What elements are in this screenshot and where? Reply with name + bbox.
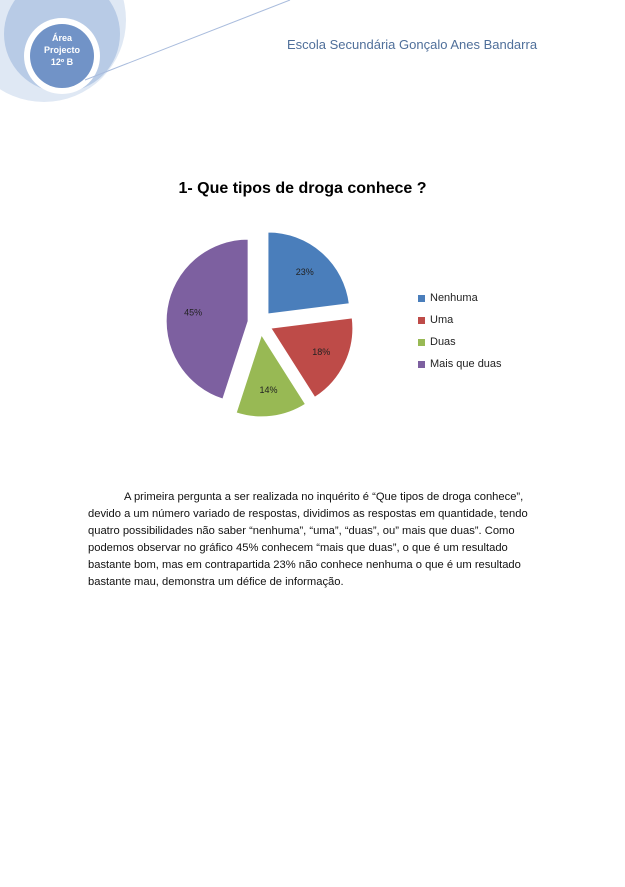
legend-swatch — [418, 361, 425, 368]
school-name: Escola Secundária Gonçalo Anes Bandarra — [287, 37, 538, 52]
chart-legend — [418, 287, 502, 375]
pie-slice-mais-que-duas — [166, 239, 248, 399]
legend-swatch — [418, 295, 425, 302]
legend-label: Nenhuma — [430, 292, 478, 304]
legend-swatch — [418, 339, 425, 346]
legend-label: Duas — [430, 336, 456, 348]
pie-chart — [140, 225, 370, 435]
pie-label-mais-que-duas: 45% — [184, 307, 203, 318]
legend-label: Uma — [430, 314, 454, 326]
badge-line-2: Projecto — [43, 45, 80, 55]
badge-line-1: Área — [51, 33, 72, 43]
legend-item-nenhuma — [418, 287, 502, 309]
legend-item-duas — [418, 331, 502, 353]
body-paragraph: A primeira pergunta a ser realizada no inquérito é “Que tipos de droga conhece”, devido a um número variado de respostas, dividimos as respostas em quantidade, tendo quatro possibilidades não saber “nenhuma”, “uma”, “duas”, ou” mais que duas”. Como podemos observar no gráfico 45% conhecem “mais que duas”, o que é um resultado bastante bom, mas em contrapartida 23% não conhece nenhuma o que é um resultado bastante mau, demonstra um défice de informação. — [88, 491, 528, 588]
legend-label: Mais que duas — [430, 358, 502, 370]
chart-title: 1- Que tipos de droga conhece ? — [178, 180, 427, 197]
pie-label-nenhuma: 23% — [295, 267, 314, 278]
legend-item-mais-que-duas — [418, 353, 502, 375]
pie-label-uma: 18% — [312, 346, 331, 357]
badge-label — [40, 32, 84, 68]
legend-swatch — [418, 317, 425, 324]
pie-label-duas: 14% — [259, 385, 278, 396]
legend-item-uma — [418, 309, 502, 331]
badge-line-3: 12º B — [50, 57, 74, 67]
